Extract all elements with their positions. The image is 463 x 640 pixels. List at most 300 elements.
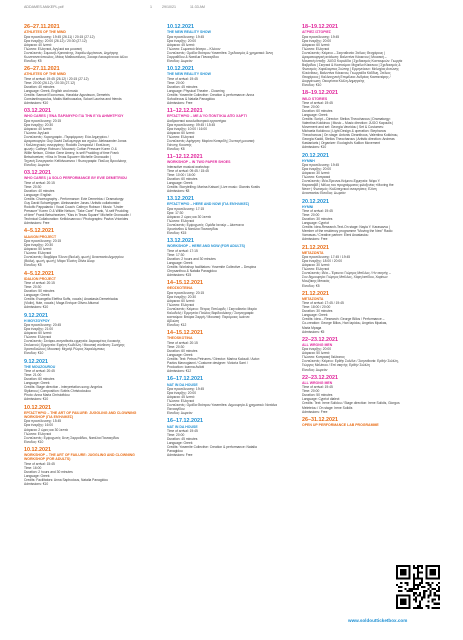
- pdf-print-header: [0, 0, 463, 18]
- entry-title: ΘΕΟΣΚΟΤΕΙΝΑ: [167, 286, 193, 291]
- entry-detail: Συν-δημιουργία: Γιώργος Μπίλλος, Χάρη Ιαπίδου, Χαρίτων: [302, 275, 388, 280]
- entry-detail: Duration: 30 minutes: [302, 217, 333, 222]
- entry-detail: Ώρα προσέλευσης: 19:45: [167, 386, 205, 391]
- entry-detail: Βαβρίδου | Σκηνικά & Κοστούμια: Μιχαέλα Κόκκινου | Σχεδιασμός &: [302, 62, 401, 67]
- entry-detail: Κωνσταντινόπουλος, Μάκις Μαθουσάλεος, Σοκαρι Λακουρίνα και άλλοι: [24, 54, 128, 59]
- entry-detail: Συντελεστές: Ομάδα Θεάτρου Yosemites: Σχεδιασμός & χρηματικό: Άννη: [167, 50, 273, 55]
- entry-detail: Ώρα έναρξης: 10:00 / 16:00: [167, 126, 208, 131]
- entry-date: 18–19.12.2021: [302, 90, 338, 97]
- programme-entry: [167, 196, 293, 235]
- programme-entry: [167, 376, 293, 415]
- entry-detail: Language: Greek: [24, 473, 50, 478]
- entry-title: WORKSHOP – HERE AND NOW (FOR ADULTS): [167, 244, 245, 249]
- programme-entry: [302, 245, 428, 288]
- entry-detail: Μουσική ένταξη: JUGO Κορολίδα | Σχεδιασμός Κοστουμιών: Γιωργία: [302, 58, 403, 63]
- entry-detail: Ώρα προσέλευσης: 19:45 (26.11) / 20:15 (27.12): [24, 34, 95, 39]
- entry-detail: Willie Nelson, Clinton Gene Amery, Is self Prudding of time Frank: [24, 150, 119, 155]
- entry-detail: Michaela Kokkinou | Light Design & operation: Stephanos: [302, 129, 387, 134]
- entry-detail: Ώρα έναρξης: 21:00: [24, 327, 54, 332]
- entry-detail: Ώρα προσέλευσης: 20:15: [24, 118, 62, 123]
- entry-title: WORKSHOP – IN TWO PAPER SHOES: [167, 160, 231, 165]
- entry-detail: Time of arrival: 09:45 / 15:45: [167, 168, 209, 173]
- entry-detail: Language: Greek: [302, 112, 328, 117]
- entry-detail: Γλώσσα: Ελληνικά, Αγγλικά και μουσική: [24, 46, 82, 51]
- entry-detail: Panagidou: [167, 449, 183, 454]
- entry-date: 03.12.2021: [24, 170, 51, 177]
- entry-detail: Duration: 2 hours and 30 minutes: [24, 469, 73, 474]
- programme-entry: [167, 280, 293, 327]
- entry-date: 9.12.2021: [24, 312, 48, 319]
- entry-detail: Time of arrival: 20:15: [24, 180, 55, 185]
- entry-detail: κοστούμια: Βιτόρια Σαρρή / Μουσική: Παρόμοιος Ιωάννα: [167, 314, 250, 319]
- entry-title: METAZONTA: [302, 296, 324, 301]
- entry-detail: Credits: Storytelling: Marina Katsari | Live music: Giannis Kostis: [167, 184, 260, 189]
- entry-detail: Chrysanthou & Natalia Panagidou: [167, 268, 217, 273]
- entry-detail: Ώρα έναρξης: 20:00: [302, 167, 332, 172]
- entry-detail: Interactive musical workshop: [167, 164, 210, 169]
- entry-date: 14–15.12.2021: [167, 280, 203, 287]
- entry-detail: Time of arrival: 19:45: [302, 100, 333, 105]
- entry-detail: Αναστασίου Είσοδος: Δωρεάν: [302, 191, 346, 196]
- entry-detail: Time of arrival: 20:45: [24, 369, 55, 374]
- entry-detail: Συντελεστές: Βαρβάρα Έλενα (Βιολιά), φωνή | Άναστασία Δημητρίου: [24, 255, 124, 260]
- programme-entry: [167, 238, 293, 277]
- entry-detail: Pavlos Mavrogianni / Costume designer: Victoria Sarri /: [167, 360, 248, 365]
- entry-detail: Time of arrival: 19:45: [302, 209, 333, 214]
- entry-title: Η ΜΟΥΖΟΥΡΟΥ: [24, 318, 50, 323]
- website-link[interactable]: www.soldoutticketbox.com: [348, 618, 408, 623]
- entry-date: 10.12.2021: [24, 404, 51, 411]
- entry-detail: Γιώργος Μελέτιου / Επί σκηνής: Ερθήν Σολέλη: [302, 363, 370, 368]
- entry-detail: Credits: Idea – Research: George Billos / Performance –: [302, 317, 385, 322]
- entry-detail: Ώρα προσέλευσης: 15:45: [24, 419, 62, 424]
- entry-detail: Γλώσσα: Ελληνικά: [302, 267, 330, 272]
- entry-detail: Time: 20:00: [302, 213, 320, 218]
- entry-title: WORKSHOP – THE ART OF FAILURE: JUGGLING AND CLOWNING WORKSHOP (FOR ADULTS): [24, 453, 135, 462]
- entry-detail: Duration: 60 minutes: [24, 377, 55, 382]
- entry-date: 03.12.2021: [24, 108, 51, 115]
- entry-detail: Είσοδος: €10: [302, 83, 322, 88]
- programme-entry: [24, 271, 150, 310]
- entry-detail: Time of arrival: 20:15: [24, 281, 55, 285]
- entry-detail: Credits: Text: Irene Solidou / Stage direction: Irene Solidis, Giorgos: [302, 401, 400, 406]
- programme-entry: [302, 417, 428, 428]
- programme-entry: [302, 153, 428, 196]
- entry-detail: Ώρα προσέλευσης: 20:15: [167, 290, 205, 295]
- entry-title: ΕΡΓΑΣΤΉΡΙΟ – THE ART OF FAILURE: JUGGLING AND CLOWNING WORKSHOP (ΓΙΑ ΕΝΉΛΙΚΕΣ): [24, 410, 137, 420]
- entry-detail: Georgia Kaddi, Stelios Theocharous | Artistic direction: Andreas: [302, 137, 395, 142]
- entry-detail: Διαδραστικό κουκλοθεατρικό εργαστήριο: [167, 118, 227, 123]
- entry-detail: Language: Greek: [167, 180, 193, 185]
- entry-detail: Γλώσσα: Ελληνικά: [24, 251, 52, 256]
- entry-detail: Γλώσσα: Σωματικό θέατρο – Κλόουν: [167, 46, 221, 51]
- entry-detail: Time: 21:00: [24, 373, 42, 378]
- entry-detail: Ώρα έναρξης: 20:00: [302, 38, 332, 43]
- entry-detail: Time: 20:00: [167, 80, 185, 85]
- entry-detail: Constantinopoulos, Makis Mathousalos, Sokari Laurina and friends: [24, 96, 122, 101]
- entry-detail: Είσοδος: €12: [167, 323, 187, 328]
- entry-detail: Είσοδος: €5: [302, 283, 320, 288]
- qr-code-icon[interactable]: [396, 565, 440, 609]
- entry-detail: Διάρκεια: 30 λεπτά: [302, 263, 330, 268]
- entry-detail: Movement and set: Georgia Vavridou | Set & Costumes:: [302, 125, 384, 130]
- entry-detail: Ώρα έναρξης: 20:00: [167, 390, 197, 395]
- programme-entry: [24, 447, 150, 486]
- entry-detail: Είσοδος: €10: [24, 351, 44, 356]
- entry-detail: Κλεόνθους, Βαλεντίνα Κόκκινου, Γεωργιάδα Κάδδυη, Στέλιος: [302, 70, 391, 75]
- entry-detail: Duration: 40 minutes: [24, 84, 55, 89]
- entry-title: NAT IN DA HOUSE: [167, 424, 198, 429]
- entry-detail: Καλοδελή / Ερμηνεία: Παύλος Βαρδουλάκης / Σκηνογραφία: [167, 310, 254, 315]
- entry-title: ATHLETES OF THE MIND: [24, 72, 66, 77]
- entry-date: 22–23.12.2021: [302, 374, 338, 381]
- print-date: 29/10/21: [162, 5, 176, 9]
- entry-detail: Credits: Facilitators: Anna Saphodous, Natalia Panagidou: [24, 477, 108, 482]
- entry-date: 13.12.2021: [167, 238, 194, 245]
- programme-entry: [24, 405, 150, 444]
- entry-detail: Admissions: Free: [167, 100, 193, 105]
- entry-detail: Time: 20:00: [302, 104, 320, 109]
- entry-detail: Συντελεστές: Κείμενο – Σκηνοθεσία: Στέλιος Θεοχάρους |: [302, 50, 385, 55]
- entry-title: ΙΔΑΛΙΟΝ PROJECT: [24, 234, 57, 239]
- entry-date: 21.12.2021: [302, 244, 329, 251]
- entry-detail: Duration: 60 minutes: [302, 108, 333, 113]
- programme-column-2: [167, 24, 293, 624]
- page-number: 1: [150, 5, 152, 9]
- entry-detail: Rodolfo Pappalardo / Vocal Coach: Cathryn Robson / Music: "Under: [24, 205, 124, 210]
- entry-detail: Διάρκεια: 2 ώρες και 30 λεπτά: [24, 427, 68, 432]
- entry-detail: Duration: 2 hours and 30 minutes: [167, 256, 216, 261]
- programme-entry: [167, 418, 293, 457]
- entry-detail: Ώρα έναρξης: 20:30: [24, 122, 54, 127]
- entry-detail: Admissions: Free: [302, 409, 328, 414]
- entry-date: 11–12.12.2021: [167, 108, 203, 115]
- entry-detail: Συντελεστές: Αφήγηση: Μαρίνα Κατεριδή | Συνταγή μουσική:: [167, 138, 256, 143]
- programme-entry: [167, 108, 293, 151]
- entry-detail: Καρασαβίδ | Μέλος του προγράμματος φιλοξενίας «Moving the: [302, 183, 394, 188]
- entry-title: ALL WRONG MEN: [302, 343, 333, 347]
- entry-detail: Γλώσσα: Αγγλικά: [24, 130, 49, 135]
- entry-title: ATHLETES OF THE MIND: [24, 30, 66, 35]
- entry-title: OPEN UP PERFORMANCE LAB PROGRAMME: [302, 422, 379, 427]
- print-time: 11:33 AM: [190, 5, 205, 9]
- entry-detail: Διοργάνωση: Οικογένεια Κόλλη Δημητρέης: [302, 79, 365, 84]
- entry-detail: (Violin), flute, vocals | Maga Enrique Oliveo Altumal: [24, 301, 99, 306]
- entry-detail: Admissions: Free: [302, 237, 328, 242]
- entry-detail: Γλώσσα: Ελληνικά: [24, 335, 52, 340]
- entry-detail: Maria Mpaga: [302, 325, 322, 330]
- entry-detail: Language: Cypriot dialect: [302, 397, 340, 402]
- entry-detail: Διάρκεια: 45 λεπτά: [167, 394, 195, 399]
- entry-detail: Language: Greek: [302, 313, 328, 318]
- entry-detail: Διάρκεια: 60 λεπτά: [302, 42, 330, 47]
- entry-detail: Ώρα προσέλευσης: 09:45 / 15:45: [167, 122, 216, 127]
- file-name: ADDAMES-MAKEPL.pdf: [24, 5, 64, 9]
- entry-date: 4–5.12.2021: [24, 228, 54, 235]
- entry-detail: Διάρκεια: 50 λεπτά: [302, 351, 330, 356]
- programme-entry: [24, 170, 150, 225]
- entry-detail: Χριστοδούλου | Μουσική: Μιχαήλ Ρώρος Χαραλάμπους: [24, 347, 105, 352]
- entry-detail: Time of arrival: 19:45: [302, 385, 333, 390]
- entry-detail: Credits: Yosemite Collective: Creation & performance: Natalia: [167, 445, 257, 450]
- entry-detail: Credits: Idea-Research-Text-On stage: Nayia Y. Karasavva |: [302, 225, 390, 230]
- entry-date: 18–19.12.2021: [302, 24, 338, 30]
- entry-detail: Meleteiou / On stage: Irene Solidis: [302, 405, 353, 410]
- entry-title: WILD STORIES: [302, 96, 328, 101]
- entry-detail: Time: 18:00 / 20:00: [302, 305, 331, 310]
- entry-title: THE NEW REALITY SHOW: [167, 30, 211, 35]
- programme-entry: [24, 228, 150, 267]
- entry-detail: Γλώσσα: Ελληνικά: [167, 218, 195, 223]
- entry-detail: Admissions: €10: [24, 100, 49, 105]
- entry-date: 21.12.2021: [302, 290, 329, 297]
- entry-detail: Ώρα προσέλευσης: 20:45: [24, 323, 62, 328]
- entry-detail: Duration: 50 minutes: [24, 289, 55, 294]
- entry-detail: Language: Greek, English and music: [24, 88, 79, 93]
- entry-date: 14–15.12.2021: [167, 330, 203, 337]
- entry-detail: Language: English: [24, 192, 52, 197]
- entry-detail: Χρυσάνθου & Νατάλια Πανααγίδου: [167, 226, 219, 231]
- entry-detail: Διάρκεια: 30 λεπτά: [302, 171, 330, 176]
- programme-entry: [302, 375, 428, 414]
- entry-detail: Είσοδος: €5: [24, 58, 42, 63]
- entry-title: THE NEW REALITY SHOW: [167, 72, 211, 77]
- entry-detail: Time: 17:30: [167, 252, 185, 257]
- entry-detail: Ώρα προσέλευσης: 19:45: [302, 163, 340, 168]
- entry-detail: Duration: 30 minutes: [302, 309, 333, 314]
- entry-detail: Co-creation: George Billos, Hari Iapidou, Angelos Mpakas,: [302, 321, 388, 326]
- entry-detail: Είσοδος: €5: [24, 263, 42, 268]
- entry-date: 20.12.2021: [302, 198, 329, 205]
- entry-detail: Ώρα έναρξης: 20:30: [24, 243, 54, 248]
- entry-detail: Time: 20:30: [167, 344, 185, 349]
- entry-detail: Γλώσσα: Ελληνικά: [167, 398, 195, 403]
- entry-detail: Διάρκεια: 45 λεπτά: [167, 42, 195, 47]
- entry-detail: Συντελεστές: Ιδέα – Έρευνα: Γιώργος Μπίλλος / Ην σκηνής –: [302, 271, 391, 276]
- entry-detail: of time" Frank Betschweizer, "Kiss in Texas Square" Michelle Gronaudin /: [24, 213, 131, 218]
- entry-detail: Είσοδος: Δωρεάν: [24, 163, 50, 168]
- entry-detail: Stylianou | Composition: Sotiris Christodoulou: [24, 389, 91, 394]
- entry-detail: Γλώσσα: Κυπριακή διάλεκτος: [302, 355, 345, 360]
- entry-title: ALL WRONG MEN: [302, 380, 333, 385]
- entry-title: NAT IN DA HOUSE: [167, 382, 198, 387]
- entry-detail: Member of the residency programme "Moving the New" Radio: [302, 229, 393, 234]
- entry-detail: Admissions: Free: [167, 453, 193, 458]
- entry-detail: Kastaniaris | Organizer: Ecologist's Kallion Movement: [302, 141, 381, 146]
- entry-detail: Language: Cypriot: [302, 221, 329, 226]
- entry-title: IDALION PROJECT: [24, 276, 56, 281]
- entry-detail: Τεχνική Συνεργασία: Kellidvuanvoo / Φωτογραφία: Παύλος Βρουλάκης: [24, 159, 127, 163]
- entry-detail: Varnavas / Creative partner: Eleni Anastasiou: [302, 233, 369, 238]
- entry-detail: Δραματουργία: Guy David Σκέλαμπργκ και σχολιο: Alekssander Jonas: [24, 138, 127, 143]
- entry-detail: Time of arrival: 19:45 (26.12) / 20:15 (27.12): [24, 76, 89, 81]
- entry-detail: Συντελεστές: Σαμουήλ Κριτσιάνης, Χαράλυ Αμγίτσουν, Δημήτρης: [24, 50, 119, 55]
- entry-detail: Διάρκεια: 60 λεπτά: [167, 298, 195, 303]
- entry-detail: Φωτισμός: Χαράλαμπος Σιώπης | Ερμηνεύουν: Μελαχίας Αντώνης: [302, 66, 399, 71]
- entry-date: 16–17.12.2021: [167, 418, 203, 425]
- entry-detail: Διάρκεια: 50 λεπτά: [24, 247, 52, 252]
- entry-detail: Διάρκεια: 60 λεπτά: [24, 331, 52, 336]
- entry-detail: Σαρροθίδου & Νατάλια Πανααγίδου: [167, 54, 219, 59]
- entry-detail: Language: Greek: [167, 260, 193, 265]
- entry-detail: Time of arrival: 15:45: [24, 461, 55, 466]
- entry-detail: Sofoclieous & Natalia Panagidou: [167, 96, 216, 101]
- programme-entry: [302, 337, 428, 372]
- entry-detail: Credits: Workshop facilitators: Yosemite Collective – Despina: [167, 264, 256, 269]
- entry-detail: Admissions: €10: [302, 145, 327, 150]
- entry-detail: Δραματουργική ανάλυση: Βαλεντίνα Κόκκινου | Μουσική –: [302, 54, 387, 59]
- programme-entry: [24, 359, 150, 402]
- programme-entry: [302, 24, 428, 87]
- entry-detail: Time of arrival: 17:15: [167, 248, 198, 253]
- entry-detail: Time: 20:00: [302, 389, 320, 394]
- programme-entry: [302, 90, 428, 149]
- entry-detail: Συντελεστές: Χορογραφία - Περφόρμανς: Εύα Δημητρίου /: [24, 134, 109, 139]
- entry-detail: Συντελεστές: Εμψυχωτές: Άννη Σαρροθδου, Νατάλια Πανααγίδου: [24, 435, 120, 440]
- entry-detail: Διάρκεια: 40 λεπτά: [24, 42, 52, 47]
- entry-date: 26–27.11.2021: [24, 24, 60, 30]
- entry-detail: Time: 16:00: [24, 465, 42, 470]
- entry-detail: Admissions: €10: [24, 397, 49, 402]
- programme-entry: [167, 24, 293, 63]
- entry-detail: Συντελεστές: Ομάδα Θεάτρου Yosemites: Δημιουργία & χρηματικό: Νατάλια: [167, 403, 278, 407]
- programme-entry: [24, 313, 150, 356]
- entry-detail: Ώρα έναρξης: 16:00: [24, 423, 54, 428]
- entry-detail: Duration: 40 minutes: [24, 188, 55, 193]
- entry-title: HYMNI: [302, 204, 314, 209]
- entry-detail: Είσοδος: €8: [167, 146, 185, 151]
- entry-detail: Συντελεστές: Ιδέα-Έρευνα-Κείμενο-Ερμηνεία: Νέφυ Υ.: [302, 179, 381, 184]
- entry-detail: Credits: Stage direction - interpretation-song: Angelos: [24, 385, 103, 390]
- programme-entry: [24, 24, 150, 63]
- entry-detail: Time of arrival: 19:45: [167, 428, 198, 433]
- entry-detail: Time of arrival: 17:45 / 19:45: [302, 301, 344, 306]
- entry-detail: Admissions: Free: [24, 221, 50, 226]
- entry-date: 16–17.12.2021: [167, 376, 203, 383]
- entry-detail: Μουζάκης Μπακάς: [302, 279, 330, 284]
- entry-detail: Αβλιώτη: [167, 318, 180, 323]
- entry-detail: Photo: Anna Maria Christofidou: [24, 393, 70, 398]
- entry-detail: Ώρα έναρξης: 18:00 / 20:00: [302, 259, 343, 264]
- entry-detail: Duration: 45 minutes: [167, 84, 198, 89]
- entry-detail: Technical Collaboration: Kellidvuanvoo / Photographs: Pavlos Vrionides: [24, 217, 129, 222]
- entry-date: 26–31.12.2021: [302, 416, 338, 423]
- entry-detail: Credits: Samuel Economou, Haraldur Agustsson, Demetris: [24, 92, 110, 97]
- entry-date: 10.12.2021: [167, 24, 194, 30]
- entry-detail: Credits: Choreography - Performance: Evie Demetriou / Dramaturgy:: [24, 196, 125, 201]
- entry-detail: New» | Φωτισμός: Καλλιτεχνικοί συνεργάτες: Ελίση: [302, 187, 377, 192]
- entry-detail: Διάρκεια: 60 λεπτά: [167, 130, 195, 135]
- entry-detail: Ώρα έναρξης: 20:00: [167, 38, 197, 43]
- entry-title: THEOSKOTINA: [167, 336, 193, 341]
- entry-detail: Credits: Yosemite Collective: Creation & performance: Anna: [167, 92, 255, 97]
- entry-detail: Credits: Evangelia Eleftha Suffs, vocals | Anastasia Demetriadou: [24, 297, 119, 302]
- entry-detail: Ώρα έναρξης: 20:30: [167, 294, 197, 299]
- entry-detail: (Βιόλα), φωνή, φωνή | Μάρα Έλαίνη Olivia Αλαρ: [24, 259, 95, 264]
- entry-detail: Time: 20:30: [24, 184, 42, 189]
- entry-detail: Theocharous | On stage: Antonis Cleanthous, Valentina Kokkinou,: [302, 133, 399, 138]
- entry-detail: Ώρα προσέλευσης: 19:45: [302, 34, 340, 39]
- programme-entry: [167, 154, 293, 193]
- entry-date: 26–27.11.2021: [24, 66, 60, 73]
- entry-detail: Γλώσσα: Κυπριακά: [302, 175, 331, 180]
- entry-detail: Ώρα προσέλευσης: 20:15: [24, 238, 62, 243]
- entry-detail: Time: 20:30: [24, 285, 42, 290]
- entry-detail: Είσοδος: €10: [24, 439, 44, 444]
- entry-title: ΕΡΓΑΣΤΉΡΙΟ – ΜΕ ΔΎΟ ΠΟΝΤΊΚΙΑ ΑΠΌ ΧΑΡΤΊ: [167, 114, 248, 119]
- entry-detail: Ώρα: 17:30: [167, 210, 184, 215]
- entry-detail: Duration: 60 minutes: [167, 348, 198, 353]
- entry-detail: Language: Greek: [24, 293, 50, 298]
- entry-detail: Είσοδος: Δωρεάν: [167, 411, 193, 416]
- entry-detail: Ώρα έναρξης: 20:00 (26.12) / 20:30 (27.12): [24, 38, 87, 43]
- entry-detail: Time of arrival: 19:45: [167, 76, 198, 81]
- entry-date: 9.12.2021: [24, 358, 48, 365]
- entry-detail: Είσοδος: Δωρεάν: [302, 367, 328, 372]
- entry-title: ΑΓΡΙΕΣ ΙΣΤΟΡΙΕΣ: [302, 30, 331, 35]
- entry-detail: Γιάννης Κουστής: [167, 142, 192, 147]
- entry-detail: Γλώσσα: Ελληνικά: [24, 431, 52, 436]
- entry-title: ΜΕΤΑΖΩΝΤΑ: [302, 250, 324, 255]
- entry-detail: Credits: Script – Director: Stelios Theocharous | Dramaturgy:: [302, 116, 391, 121]
- entry-detail: Γλώσσα: Ελληνικά: [167, 134, 195, 139]
- entry-detail: Time: 20:00 (26.12) / 20:30 (27.12): [24, 80, 76, 85]
- programme-column-1: [24, 24, 150, 624]
- programme-entry: [24, 108, 150, 167]
- entry-detail: Συντελεστές: Κείμενο: Ερθήν Σολέλιτ / Σκηνοθεσία: Ερθήν Σολέλη,: [302, 359, 399, 364]
- entry-detail: Time: 10:00 / 16:00: [167, 172, 196, 177]
- entry-detail: φωνής: Cathryn Robson / Μουσική: Cotton Pressure Koren O &: [24, 146, 117, 151]
- entry-detail: Guy David Schwelgrgen. Alekssander Jonas / Artistic collaborator:: [24, 201, 121, 206]
- entry-detail: Ώρα έναρξης: 20:00: [302, 347, 332, 352]
- entry-date: 20.12.2021: [302, 152, 329, 159]
- entry-detail: Ώρα προσέλευσης: 17:15: [167, 206, 205, 211]
- entry-date: 13.12.2021: [167, 196, 194, 203]
- programme-entry: [302, 199, 428, 242]
- entry-detail: Ώρα προσέλευσης: 19:45: [167, 34, 205, 39]
- entry-detail: Συντελεστές: Εμψυχωτές: Ομάδα Ιανούρ – Δέσποινα: [167, 222, 244, 227]
- programme-column-3: [302, 24, 428, 624]
- entry-title: WHO CARES | A SOLO PERFORMANCE BY EVIE DEMETRIOU: [24, 176, 127, 181]
- entry-detail: Συντελεστές: Σενάριο-σκηνοθεσία-ερμηνεία: Ακροαμέτος Λουκικής: [24, 339, 121, 344]
- entry-detail: Language: Greek: [24, 381, 50, 386]
- entry-detail: Language: Greek: [167, 440, 193, 445]
- entry-detail: Production: Ioanna Avlioti: [167, 365, 205, 370]
- entry-detail: Θεοχάρους | Καλλιτεχνική Επιμέλεια: Ανδρέας Καστανιάρης /: [302, 74, 391, 79]
- entry-detail: Admissions: €5: [302, 329, 325, 334]
- entry-detail: Pressure" Koren O & Willie Nelson, "Take Care" Frank, "A self Prudding: [24, 209, 129, 214]
- entry-detail: Credits: Text: Petros Petrunes / Director: Marina Kaloudi / Actor:: [167, 356, 261, 361]
- entry-detail: Betschweizer, «Kiss in Texas Square» Michelle Gronaudin |: [24, 154, 111, 159]
- entry-detail: Admissions: €12: [167, 369, 192, 374]
- entry-detail: Είσοδος: Δωρεάν: [167, 58, 193, 63]
- programme-entry: [24, 66, 150, 105]
- entry-detail: Γλώσσα: Ελληνικά: [302, 46, 330, 51]
- entry-detail: Language: Greek: [167, 352, 193, 357]
- programme-entry: [167, 66, 293, 105]
- entry-title: ΕΡΓΑΣΤΉΡΙΟ – HERE AND NOW (ΓΙΑ ΕΝΉΛΙΚΕΣ): [167, 202, 250, 207]
- entry-detail: Admissions: €15: [167, 272, 192, 277]
- entry-detail: Admissions: €10: [24, 481, 49, 486]
- entry-detail: Duration: 45 minutes: [167, 436, 198, 441]
- entry-title: THE MOUZOUROU: [24, 364, 56, 369]
- entry-date: 11–12.12.2021: [167, 154, 203, 161]
- entry-detail: Διάρκεια: 40 λεπτά: [24, 126, 52, 131]
- entry-detail: Συντελεστές: Κείμενο: Πέτρος Πιπιλαρδς / Σκηνοθεσία: Μαρία: [167, 306, 257, 311]
- entry-detail: Admissions: €10: [24, 305, 49, 310]
- entry-detail: Διάρκεια: 2 ώρες και 30 λεπτά: [167, 214, 211, 219]
- entry-detail: Στυλιανού | Ερμηνεία: Ειρήνη Κωδέλλη / Μουσική σύνθεση: Σωτήρης: [24, 343, 125, 348]
